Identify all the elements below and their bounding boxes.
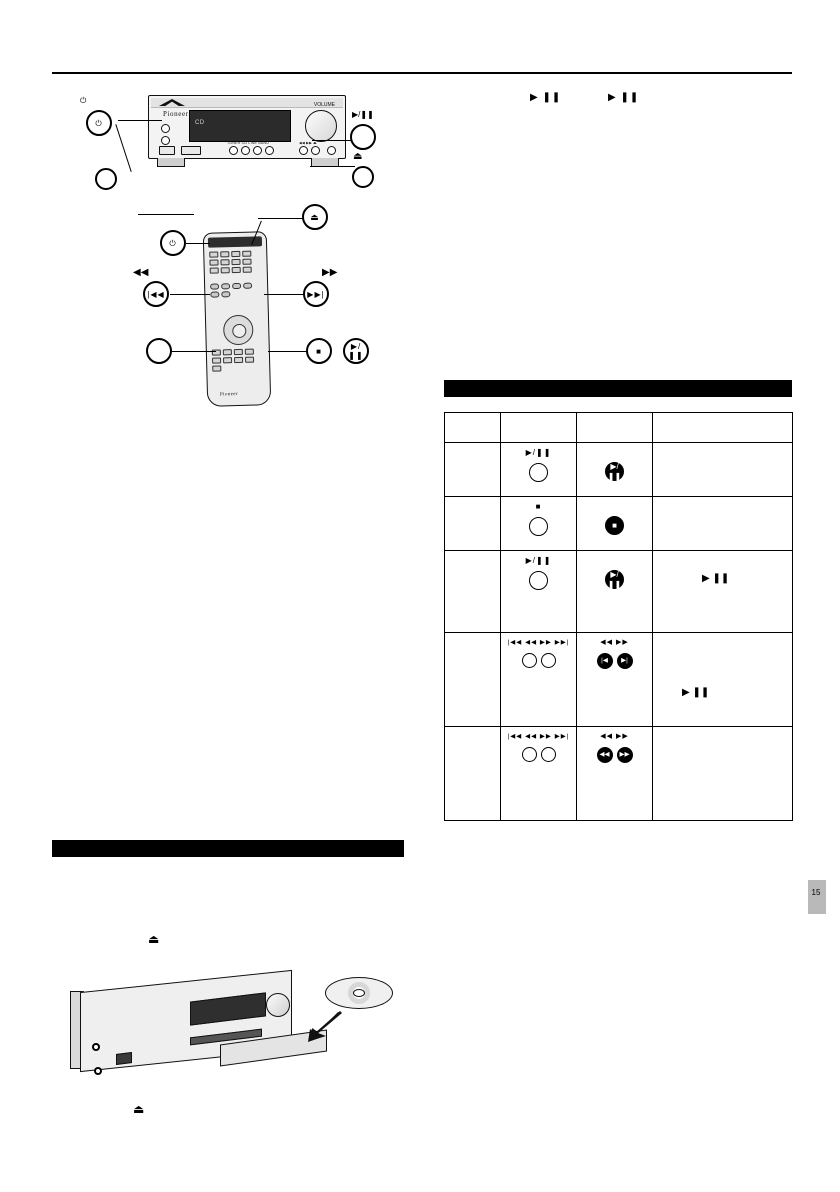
remote-key[interactable] [231,259,240,265]
play-pause-icon: ▶/❚❚ [348,342,364,360]
unit-body [148,95,346,159]
label-scan-forward: ▶▶ [322,267,338,278]
eject-icon: ⏏ [310,211,320,222]
table-row [445,727,793,821]
eject-glyph-upper: ⏏ [148,932,161,946]
skip-forward-icon: ▶▶| [307,289,325,299]
remote-key[interactable] [245,357,254,363]
unit-display-text: CD [195,120,205,126]
callout-remote-blank [146,338,172,364]
leader-remote-2 [258,218,304,219]
cell-remote-control [577,633,653,727]
microtext-transport: ◀◀ ▶▶ ⏏ [299,141,317,145]
cell-operation-label [445,633,501,727]
tuner-button[interactable] [229,146,238,155]
th-unit [501,413,577,443]
remote-key[interactable] [234,357,243,363]
remote-key-grid-3 [212,348,265,371]
leader-line-4 [310,166,355,167]
cell-remote-control [577,497,653,551]
callout-remote-stop [306,338,332,364]
scan-forward-unit-button[interactable] [541,747,556,762]
volume-knob[interactable] [305,110,337,142]
remote-key[interactable] [210,267,219,273]
th-operation [445,413,501,443]
standby-on-unit-button[interactable] [161,124,170,133]
page-corner-tab [808,880,826,914]
unit-foot-rear [94,1067,102,1075]
unit-tray-illustration [70,975,390,1080]
play-pause-icon: ▶/❚❚ [525,556,552,565]
unit-button-group [506,517,571,536]
callout-standby-on [86,110,112,136]
remote-key[interactable] [243,267,252,273]
scan-forward-remote-button[interactable]: ▶▶ [617,747,633,763]
unit-volume-knob[interactable] [266,993,290,1017]
unit-button-group [506,463,571,482]
timer-unit-button[interactable] [161,136,170,145]
unit-badge [116,1052,132,1065]
remote-key[interactable] [220,259,229,265]
stop-icon: ■ [535,502,542,511]
th-description [653,413,793,443]
cell-operation-label [445,443,501,497]
header-rule [52,72,792,74]
ops-table-title [444,380,792,397]
callout-remote-open-close [302,204,328,230]
skip-prev-unit-button[interactable] [299,146,308,155]
skip-forward-unit-button[interactable] [541,653,556,668]
leader-line-3 [312,140,352,141]
skip-back-icon: |◀◀ [147,289,165,299]
leader-remote-4 [138,214,194,215]
cell-description [653,727,793,821]
note-glyph-play-pause-2: ▶ ❚❚ [608,92,640,103]
remote-key[interactable] [209,259,218,265]
remote-key[interactable] [221,267,230,273]
leader-remote-8 [268,351,308,352]
callout-play-pause-label: ▶/❚❚ [352,110,374,119]
play-pause-icon: ▶/❚❚ [525,448,552,457]
cell-description [653,443,793,497]
cell-unit-control [501,551,577,633]
standby-icon: ⏻ [95,118,103,128]
unit-brand-label: Pioneer [163,110,189,118]
remote-key[interactable] [234,349,243,355]
play-pause-unit-button[interactable] [529,463,548,482]
cell-operation-label [445,551,501,633]
callout-eject-label: ⏏ [353,151,363,162]
usb-rect-button[interactable] [181,146,201,155]
remote-button-group [582,570,647,589]
note-glyph-play-pause-1: ▶ ❚❚ [530,92,562,103]
operations-table [444,412,793,821]
remote-key-grid-1 [209,250,262,273]
unit-front-illustration [148,95,348,175]
section-heading-bar [52,840,404,857]
compact-disc [325,977,393,1009]
remote-key[interactable] [223,349,232,355]
eject-glyph-lower: ⏏ [133,1102,146,1116]
cell-unit-control [501,727,577,821]
cell-remote-control [577,551,653,633]
stop-icon: ■ [316,346,322,356]
remote-key-grid-2 [210,282,262,297]
volume-label: VOLUME [313,102,335,108]
unit-button-group [506,571,571,590]
cell-unit-control [501,633,577,727]
remote-key[interactable] [221,283,230,289]
cell-description [653,633,793,727]
remote-button-group [582,462,647,481]
remote-key[interactable] [232,283,241,289]
leader-line-1 [118,120,162,121]
remote-key[interactable] [242,251,251,257]
remote-key[interactable] [231,251,240,257]
callout-remote-play-pause [343,338,369,364]
cd-button[interactable] [241,146,250,155]
insert-direction-arrow [302,1011,344,1043]
cell-description [653,497,793,551]
cell-remote-control [577,443,653,497]
remote-key[interactable] [223,357,232,363]
callout-remote-standby [160,230,186,256]
standby-icon: ⏻ [169,238,177,248]
scan-back-unit-button[interactable] [522,747,537,762]
table-row [445,633,793,727]
unit-foot-left [157,158,185,167]
page-number: 15 [811,888,821,897]
remote-button-group [582,653,647,669]
skip-next-unit-button[interactable] [311,146,320,155]
table-row [445,497,793,551]
leader-remote-7 [172,351,216,352]
line-button[interactable] [253,146,262,155]
callout-play-pause-unit [350,124,376,150]
remote-key[interactable] [221,291,230,297]
pause-remote-button[interactable]: ▶/❚❚ [605,570,624,589]
scan-icons: ◀◀ ▶▶ [600,733,629,740]
remote-button-group [582,516,647,535]
remote-key[interactable] [210,291,219,297]
unit-button-group [506,653,571,668]
callout-standby-label: ⏻ [80,96,87,105]
unit-button-group [506,747,571,762]
remote-key[interactable] [232,267,241,273]
cell-operation-label [445,727,501,821]
th-remote [577,413,653,443]
scan-icons: ◀◀ ▶▶ [600,639,629,646]
cell-unit-control [501,497,577,551]
leader-remote-1 [186,243,210,244]
power-rect-button[interactable] [159,146,175,155]
skip-icons: |◀◀ ◀◀ ▶▶ ▶▶| [507,639,570,646]
cell-unit-control [501,443,577,497]
remote-key[interactable] [242,259,251,265]
pause-description-glyph: ▶ ❚❚ [702,573,730,584]
remote-key[interactable] [245,349,254,355]
callout-timer [95,168,117,190]
stop-unit-button[interactable] [529,517,548,536]
play-pause-remote-button[interactable]: ▶/❚❚ [605,462,624,481]
callout-stop-unit [352,166,374,188]
unit-display [189,110,291,142]
skip-icons: |◀◀ ◀◀ ▶▶ ▶▶| [507,733,570,740]
callout-remote-reverse-skip [143,281,169,307]
remote-key[interactable] [212,365,221,371]
scan-back-remote-button[interactable]: ◀◀ [597,747,613,763]
skip-back-unit-button[interactable] [522,653,537,668]
skip-description-glyph: ▶ ❚❚ [682,687,710,698]
skip-forward-remote-button[interactable]: ▶| [617,653,633,669]
remote-illustration [203,231,272,407]
skip-back-remote-button[interactable]: |◀ [597,653,613,669]
leader-remote-6 [264,294,304,295]
leader-line-2 [115,124,132,172]
band-button[interactable] [265,146,274,155]
microtext-row: TUNER CD LINE BAND [227,141,270,145]
leader-remote-5 [170,294,210,295]
remote-brand-label: Pioneer [219,391,239,398]
remote-key[interactable] [209,251,218,257]
remote-button-group [582,747,647,763]
remote-dpad[interactable] [223,315,254,346]
label-scan-reverse: ◀◀ [133,267,149,278]
cell-operation-label [445,497,501,551]
stop-remote-button[interactable]: ■ [605,516,624,535]
remote-key[interactable] [243,283,252,289]
unit-foot-front [92,1043,100,1051]
table-header-row [445,413,793,443]
pause-unit-button[interactable] [529,571,548,590]
table-row [445,551,793,633]
cell-remote-control [577,727,653,821]
table-row [445,443,793,497]
open-close-unit-button[interactable] [327,146,336,155]
remote-key[interactable] [212,357,221,363]
remote-key[interactable] [220,251,229,257]
cell-description [653,551,793,633]
callout-remote-forward-skip [303,281,329,307]
remote-key[interactable] [210,283,219,289]
